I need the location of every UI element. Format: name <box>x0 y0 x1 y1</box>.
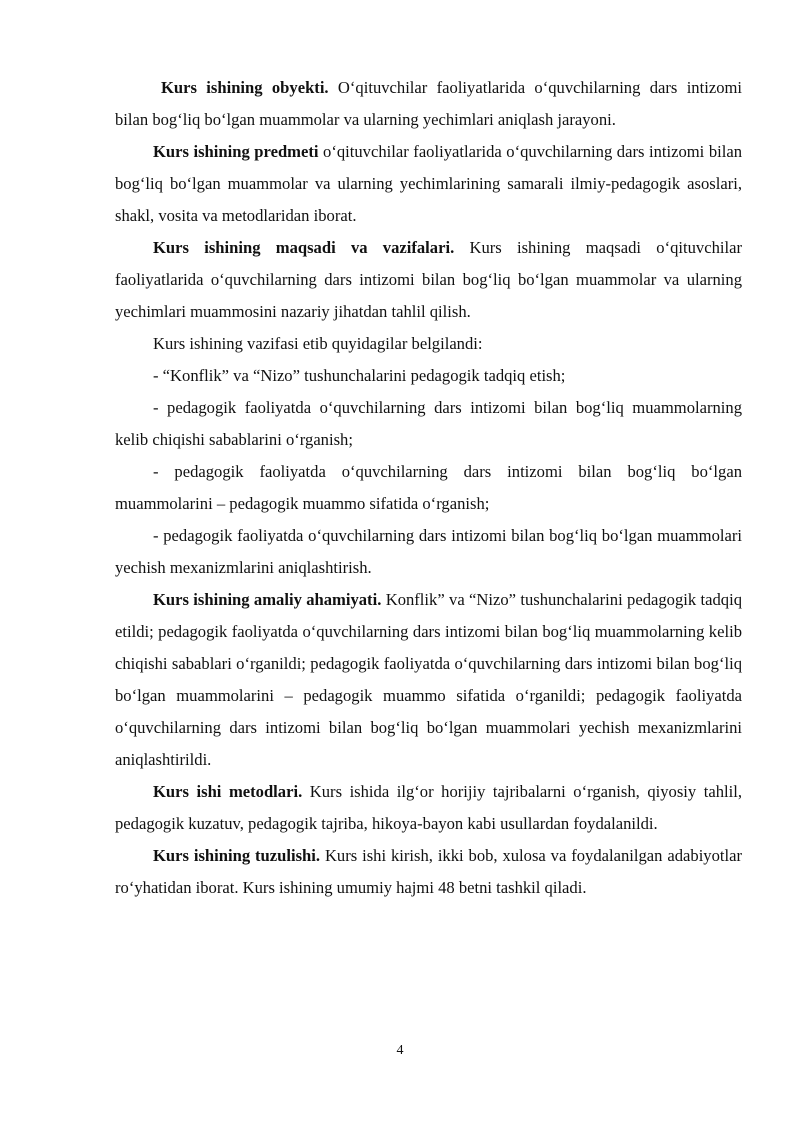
paragraph-goals <box>115 232 742 328</box>
paragraph-heading: Kurs ishi metodlari. <box>153 782 303 801</box>
paragraph-heading: Kurs ishining maqsadi va vazifalari. <box>153 238 455 257</box>
document-body <box>115 72 742 904</box>
paragraph-heading: Kurs ishining obyekti. <box>161 78 329 97</box>
paragraph-text: o‘qituvchilar faoliyatlarida o‘quvchilarning dars intizomi bilan bog‘liq bo‘lgan muammolar va ularning yechimlarining samarali ilmiy-pedagogik asoslari, shakl, vosita va metodlaridan iborat. <box>115 142 742 225</box>
paragraph-heading: Kurs ishining amaliy ahamiyati. <box>153 590 382 609</box>
paragraph-heading: Kurs ishining predmeti <box>153 142 319 161</box>
paragraph-structure <box>115 840 742 904</box>
page-number: 4 <box>396 1043 404 1058</box>
paragraph-text: Kurs ishi kirish, ikki bob, xulosa va foydalanilgan adabiyotlar ro‘yhatidan iborat. Kurs ishining umumiy hajmi 48 betni tashkil qiladi. <box>115 846 743 897</box>
paragraph-practical-significance <box>115 584 742 776</box>
paragraph-text: Konflik” va “Nizo” tushunchalarini pedagogik tadqiq etildi; pedagogik faoliyatda o‘quvchilarning dars intizomi bilan bog‘liq muammolarning kelib chiqishi sabablari o‘rganildi; pedagogik faoliyatda o‘quvchilarning dars intizomi bilan bog‘liq bo‘lgan muammolarini – pedagogik muammo sifatida o‘rganildi; pedagogik faoliyatda o‘quvchilarning dars intizomi bilan bog‘liq bo‘lgan muammolari yechish mexanizmlarini aniqlashtirildi. <box>115 590 742 769</box>
paragraph-text: Kurs ishida ilg‘or horijiy tajribalarni o‘rganish, qiyosiy tahlil, pedagogik kuzatuv, pedagogik tajriba, hikoya-bayon kabi usullardan foydalanildi. <box>115 782 742 833</box>
paragraph-methods <box>115 776 742 840</box>
paragraph-text: O‘qituvchilar faoliyatlarida o‘quvchilarning dars intizomi bilan bog‘liq bo‘lgan muammolar va ularning yechimlari aniqlash jarayoni. <box>115 78 743 129</box>
task-item: - pedagogik faoliyatda o‘quvchilarning dars intizomi bilan bog‘liq muammolarning kelib chiqishi sabablarini o‘rganish; <box>115 398 742 449</box>
paragraph-text: Kurs ishining vazifasi etib quyidagilar belgilandi: <box>153 334 483 353</box>
paragraph-heading: Kurs ishining tuzulishi. <box>153 846 321 865</box>
paragraph-tasks-intro <box>115 328 742 360</box>
task-item: - “Konflik” va “Nizo” tushunchalarini pedagogik tadqiq etish; <box>153 366 566 385</box>
paragraph-subject <box>115 136 742 232</box>
paragraph-object <box>115 72 742 136</box>
paragraph-text: Kurs ishining maqsadi o‘qituvchilar faoliyatlarida o‘quvchilarning dars intizomi bilan bog‘liq bo‘lgan muammolar va ularning yechimlari muammosini nazariy jihatdan tahlil qilish. <box>115 238 742 321</box>
task-item: - pedagogik faoliyatda o‘quvchilarning dars intizomi bilan bog‘liq bo‘lgan muammolarini – pedagogik muammo sifatida o‘rganish; <box>115 462 742 513</box>
task-item: - pedagogik faoliyatda o‘quvchilarning dars intizomi bilan bog‘liq bo‘lgan muammolari yechish mexanizmlarini aniqlashtirish. <box>115 526 742 577</box>
